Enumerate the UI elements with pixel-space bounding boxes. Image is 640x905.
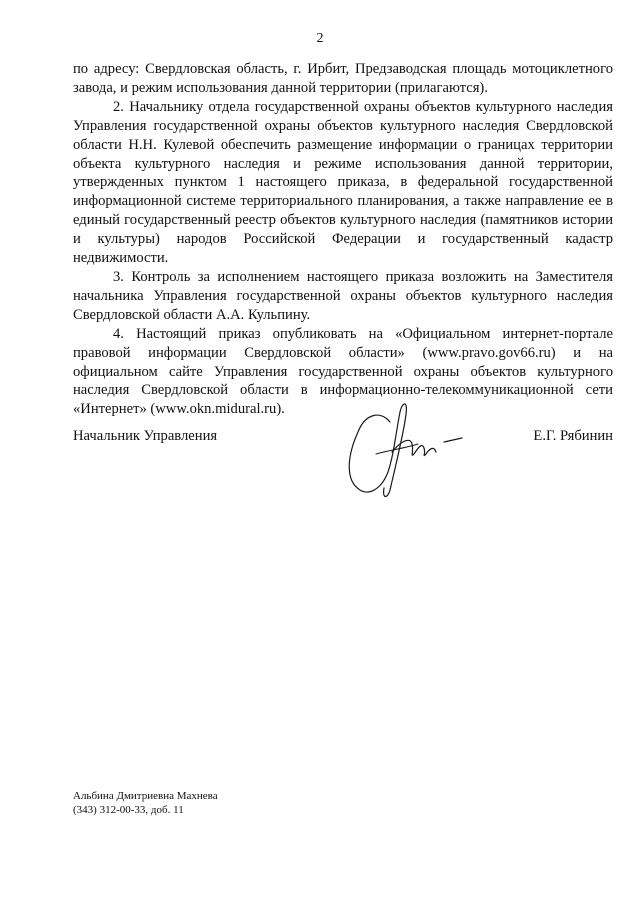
signer-title: Начальник Управления — [73, 428, 218, 444]
page-number: 2 — [316, 31, 324, 46]
executor-phone: (343) 312-00-33, доб. 11 — [73, 804, 184, 816]
paragraph-item-2: 2. Начальнику отдела государственной охраны объектов культурного наследия Управления государственной охраны объектов культурного наследия Свердловской области Н.Н. Кулевой обеспечить размещение информации о границах территории объекта культурного наследия и режиме использования данной территории, утвержденных пунктом 1 настоящего приказа, в федеральной государственной информационной системе территориального планирования, а также направление ее в единый государственный реестр объектов культурного наследия (памятников истории и культуры) народов Российской Федерации и государственный кадастр недвижимости. — [73, 98, 613, 267]
paragraph-continuation: по адресу: Свердловская область, г. Ирбит, Предзаводская площадь мотоциклетного завода, и режим использования данной территории (прилагаются). — [73, 61, 613, 96]
paragraph-item-4: 4. Настоящий приказ опубликовать на «Официальном интернет-портале правовой информации Свердловской области» (www.pravo.gov66.ru) и на официальном сайте Управления государственной охраны объектов культурного наследия Свердловской области в информационно-телекоммуникационной сети «Интернет» (www.okn.midural.ru). — [73, 325, 613, 418]
paragraph-item-3: 3. Контроль за исполнением настоящего приказа возложить на Заместителя начальника Управления государственной охраны объектов культурного наследия Свердловской области А.А. Кульпину. — [73, 268, 613, 323]
executor-info — [73, 789, 218, 817]
signer-name: Е.Г. Рябинин — [533, 428, 613, 444]
document-body — [73, 60, 613, 419]
handwritten-signature — [330, 392, 470, 507]
executor-name: Альбина Дмитриевна Махнева — [73, 790, 218, 802]
